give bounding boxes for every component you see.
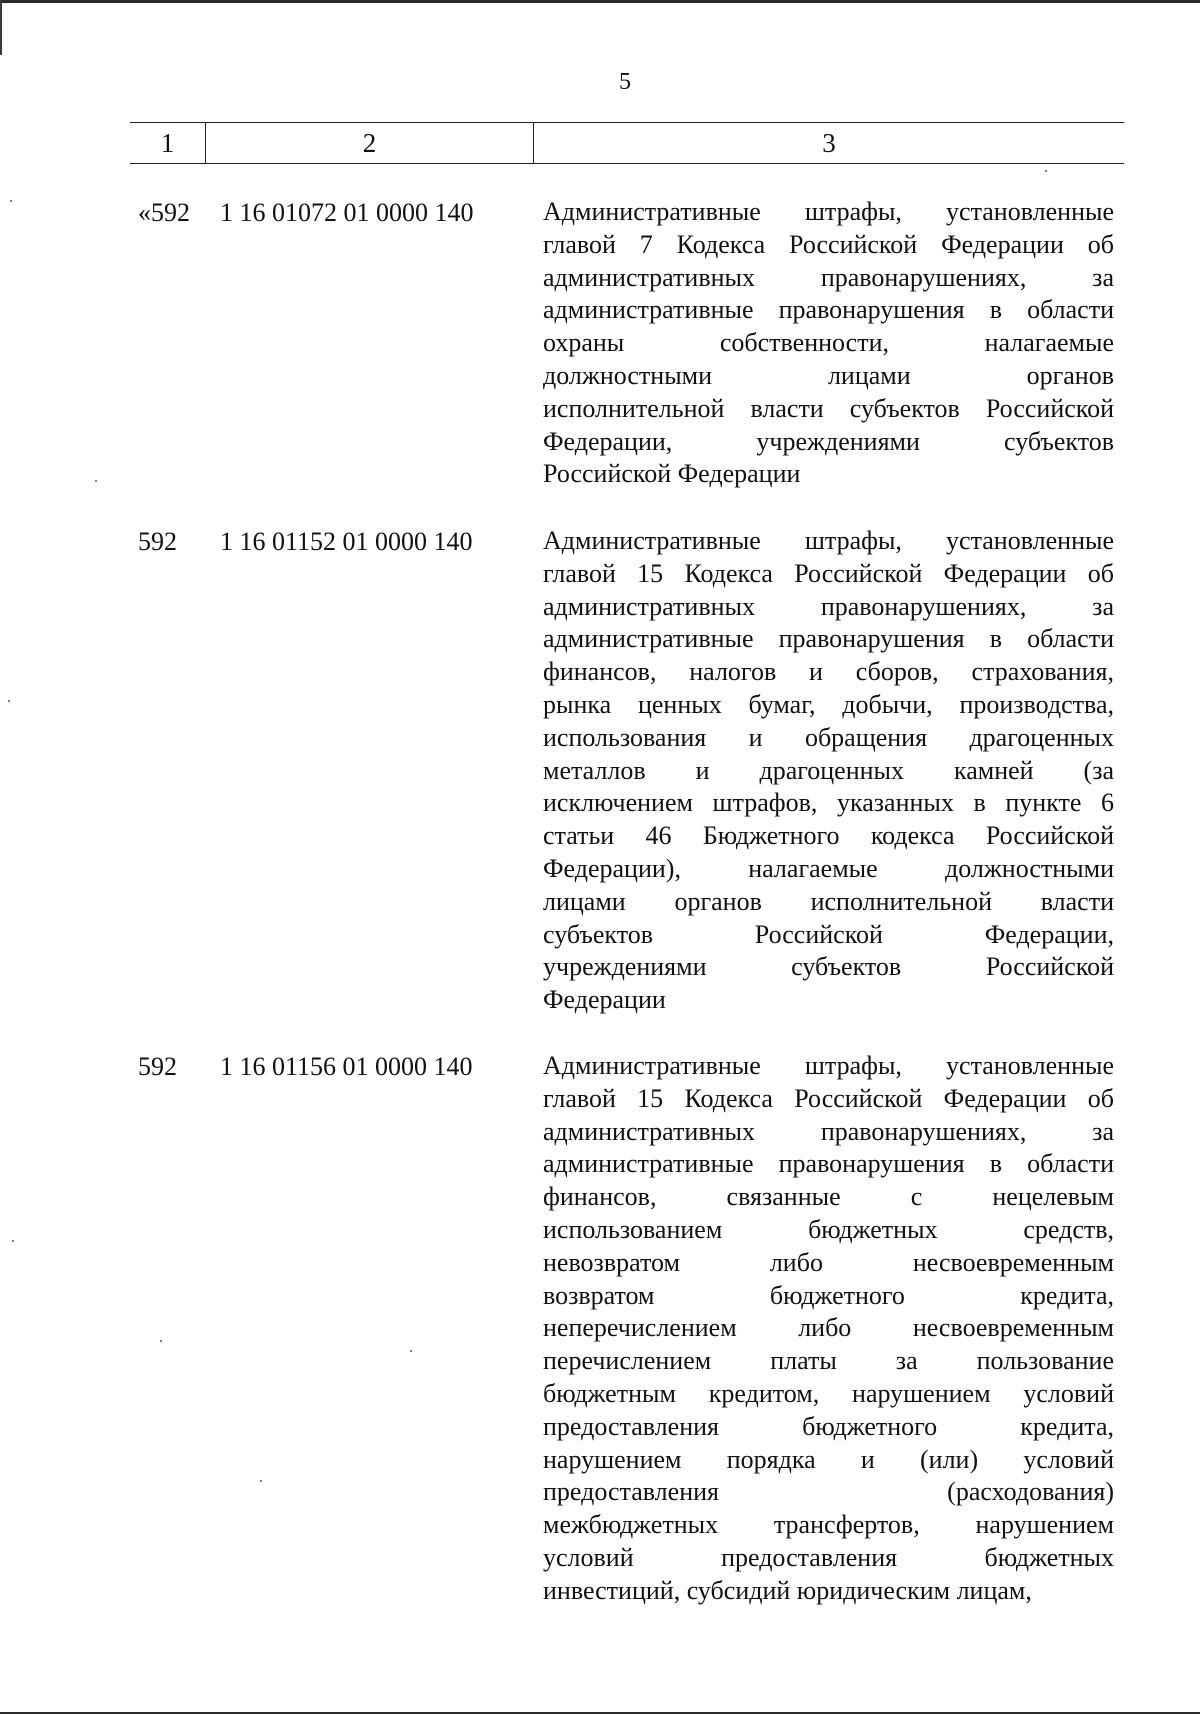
header-col-2: 2: [206, 123, 534, 163]
scan-speck: [160, 1340, 162, 1342]
description-line: главой 15 Кодекса Российской Федерации об: [543, 1083, 1114, 1113]
row-admin-code: «592: [138, 198, 190, 227]
description-line: административные правонарушения в области: [543, 1149, 1114, 1179]
description-line: Федерации: [543, 985, 666, 1015]
description-line: исполнительной власти субъектов Российской: [543, 393, 1114, 423]
description-line: финансов, налогов и сборов, страхования,: [543, 657, 1114, 687]
description-line: исключением штрафов, указанных в пункте 6: [543, 788, 1114, 818]
description-line: статьи 46 Бюджетного кодекса Российской: [543, 821, 1114, 851]
row-description: [543, 1050, 1114, 1608]
description-line: административные правонарушения в области: [543, 624, 1114, 654]
description-line: рынка ценных бумаг, добычи, производства,: [543, 689, 1114, 719]
description-line: административных правонарушениях, за: [543, 262, 1114, 292]
description-line: возвратом бюджетного кредита,: [543, 1280, 1114, 1310]
description-line: лицами органов исполнительной власти: [543, 886, 1114, 916]
row-admin-code: 592: [138, 527, 177, 556]
description-line: неперечислением либо несвоевременным: [543, 1313, 1114, 1343]
row-budget-code: 1 16 01152 01 0000 140: [220, 527, 473, 556]
description-line: субъектов Российской Федерации,: [543, 919, 1114, 949]
description-line: предоставления (расходования): [543, 1477, 1114, 1507]
scan-speck: [95, 480, 97, 482]
scan-edge-left: [0, 0, 2, 55]
description-line: использования и обращения драгоценных: [543, 722, 1114, 752]
description-line: инвестиций, субсидий юридическим лицам,: [543, 1575, 1032, 1605]
description-line: Административные штрафы, установленные: [543, 1051, 1114, 1080]
scan-speck: [410, 1350, 412, 1352]
table-header: [130, 122, 1124, 164]
description-line: должностными лицами органов: [543, 360, 1114, 390]
description-line: Российской Федерации: [543, 459, 801, 489]
header-col-3: 3: [822, 128, 836, 158]
description-line: учреждениями субъектов Российской: [543, 952, 1114, 982]
description-line: межбюджетных трансфертов, нарушением: [543, 1510, 1114, 1540]
description-line: главой 7 Кодекса Российской Федерации об: [543, 229, 1114, 259]
description-line: предоставления бюджетного кредита,: [543, 1411, 1114, 1441]
scan-speck: [260, 1480, 262, 1482]
page-number: 5: [619, 69, 631, 95]
scan-speck: [8, 700, 10, 702]
description-line: главой 15 Кодекса Российской Федерации об: [543, 558, 1114, 588]
description-line: Федерации, учреждениями субъектов: [543, 426, 1114, 456]
scan-speck: [10, 200, 12, 202]
description-line: финансов, связанные с нецелевым: [543, 1182, 1114, 1212]
description-line: перечислением платы за пользование: [543, 1346, 1114, 1376]
row-description: [543, 525, 1114, 1017]
scan-edge-top: [0, 0, 1200, 3]
description-line: охраны собственности, налагаемые: [543, 328, 1114, 358]
description-line: Федерации), налагаемые должностными: [543, 853, 1114, 883]
row-budget-code: 1 16 01072 01 0000 140: [220, 198, 474, 227]
description-line: невозвратом либо несвоевременным: [543, 1247, 1114, 1277]
description-line: Административные штрафы, установленные: [543, 197, 1114, 226]
scan-speck: [12, 1240, 14, 1242]
description-line: нарушением порядка и (или) условий: [543, 1444, 1114, 1474]
scan-speck: [1045, 170, 1047, 172]
row-description: [543, 196, 1114, 491]
description-line: административных правонарушениях, за: [543, 1116, 1114, 1146]
row-budget-code: 1 16 01156 01 0000 140: [220, 1052, 473, 1081]
description-line: административных правонарушениях, за: [543, 591, 1114, 621]
description-line: условий предоставления бюджетных: [543, 1542, 1114, 1572]
description-line: Административные штрафы, установленные: [543, 526, 1114, 555]
description-line: административные правонарушения в области: [543, 295, 1114, 325]
row-admin-code: 592: [138, 1052, 177, 1081]
header-col-1: 1: [130, 123, 206, 163]
description-line: использованием бюджетных средств,: [543, 1214, 1114, 1244]
description-line: металлов и драгоценных камней (за: [543, 755, 1114, 785]
description-line: бюджетным кредитом, нарушением условий: [543, 1378, 1114, 1408]
